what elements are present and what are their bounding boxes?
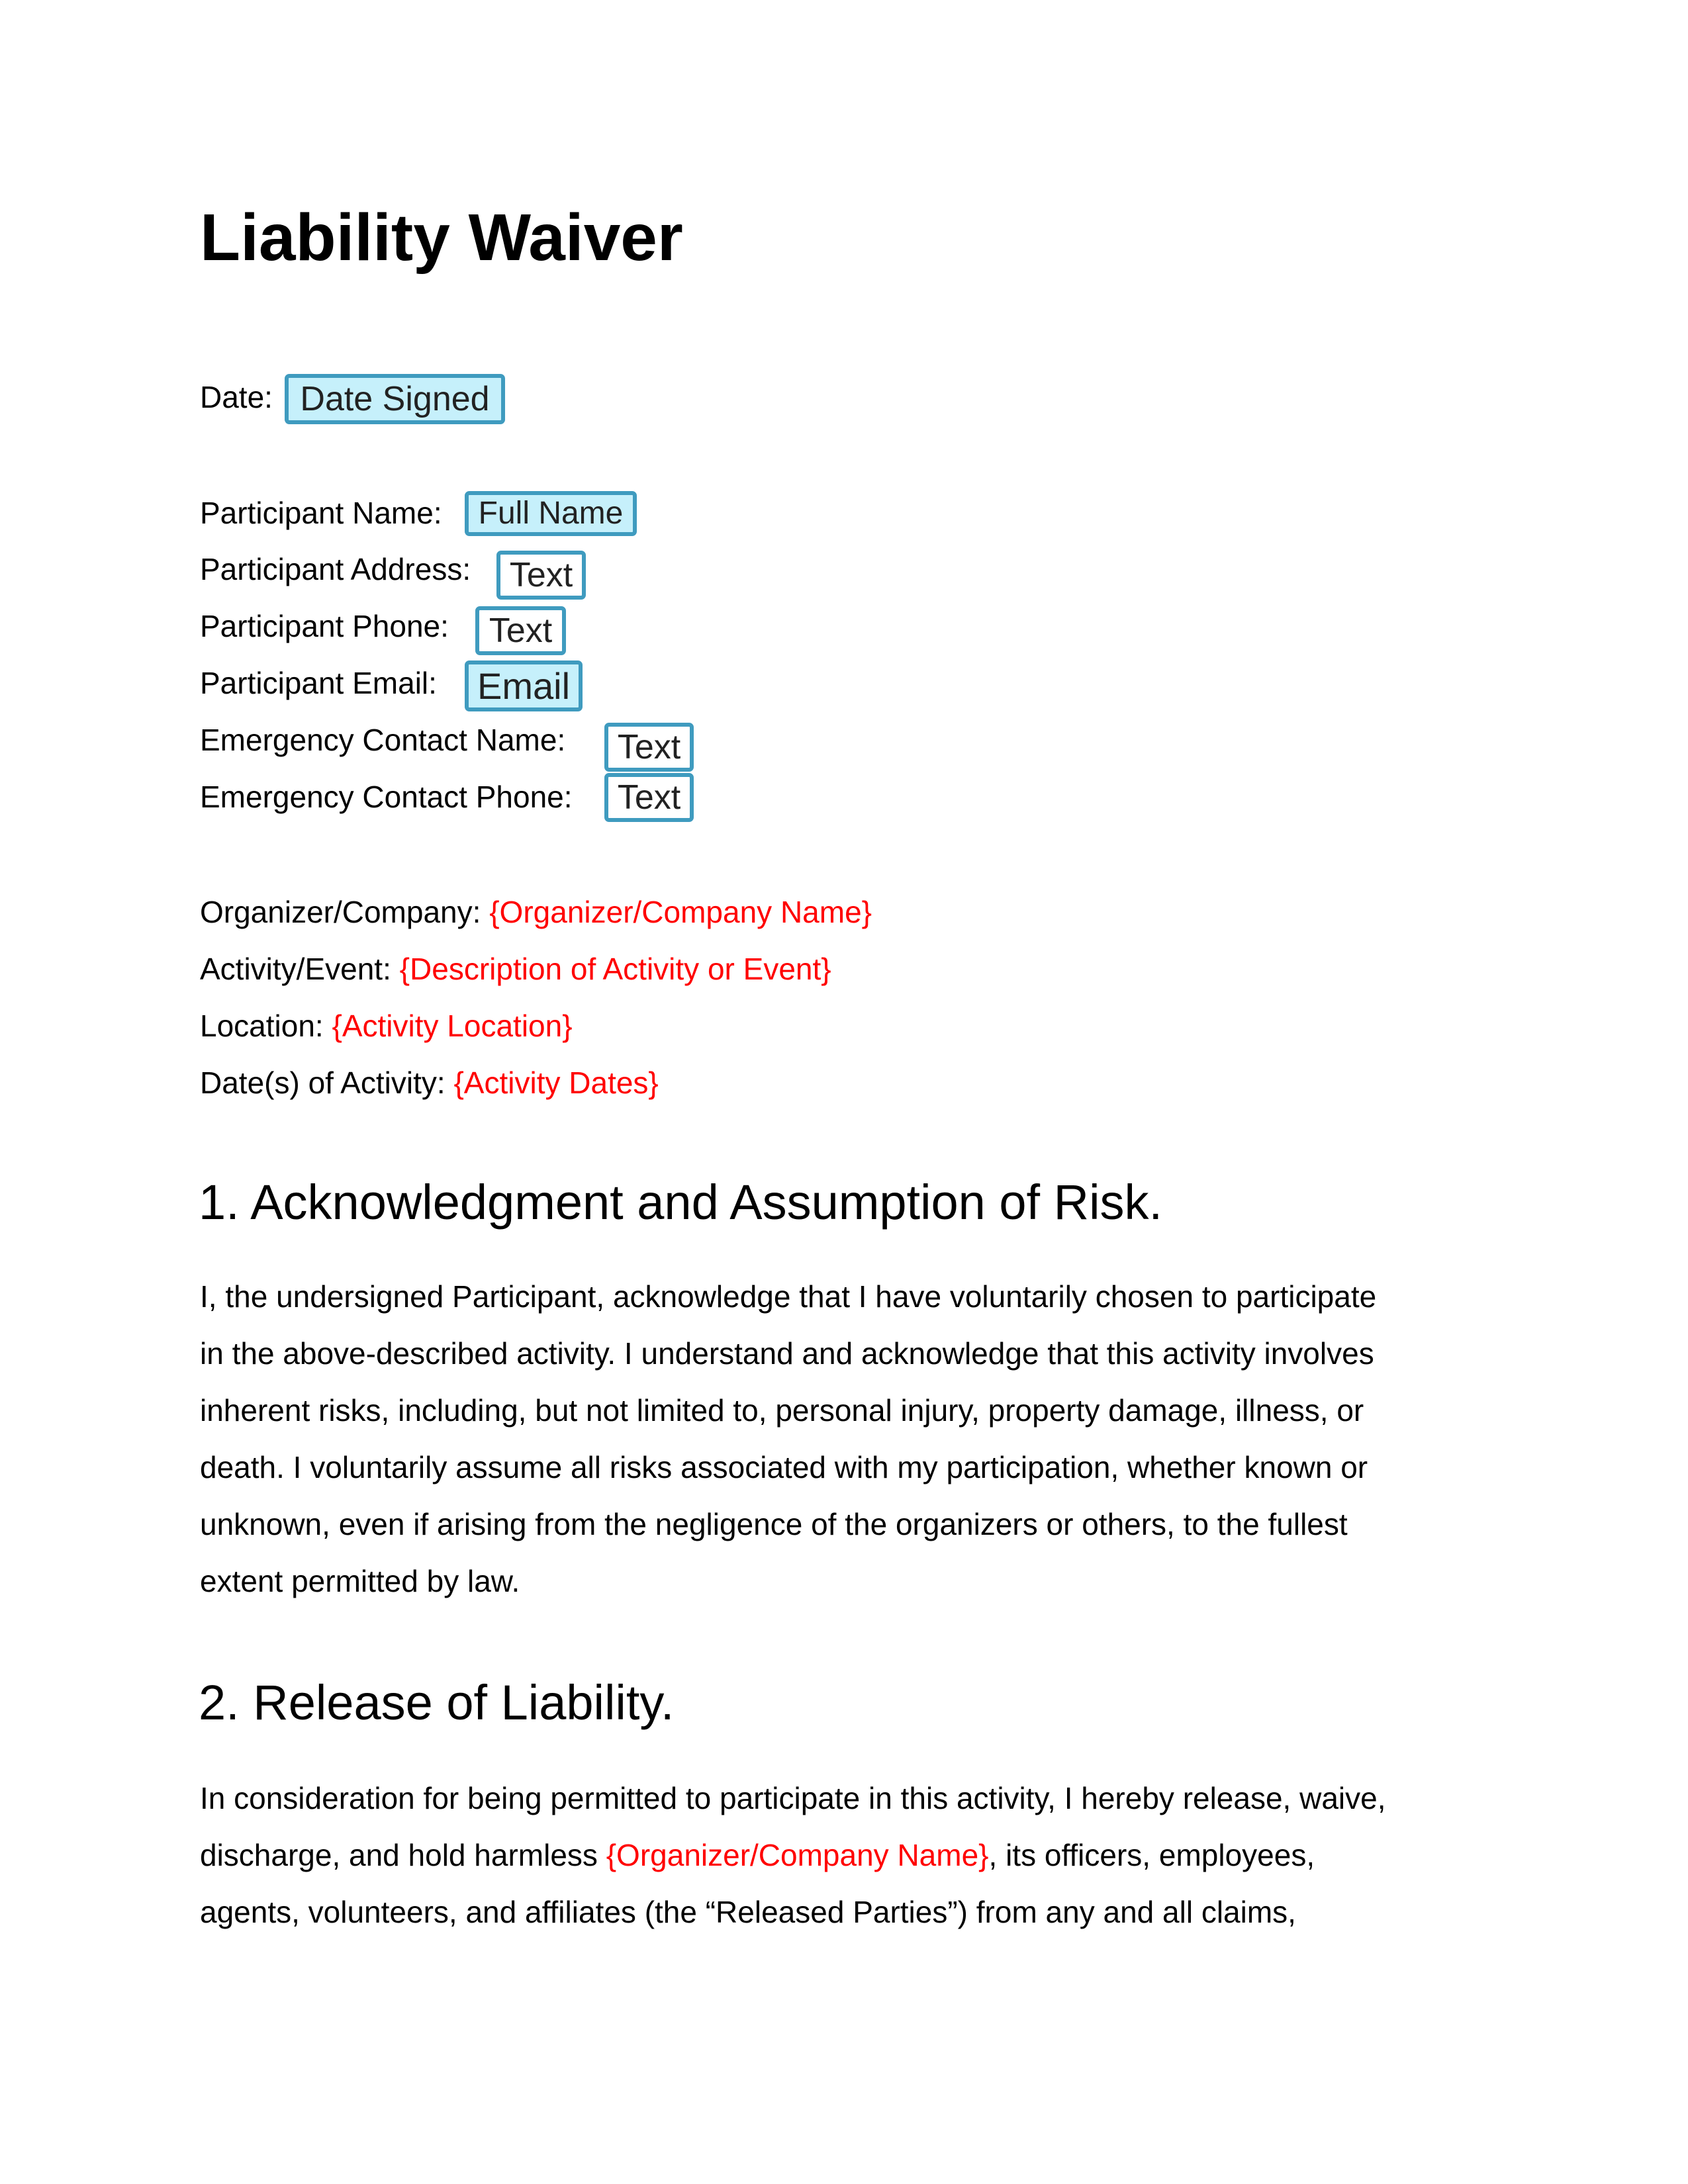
organizer-label: Organizer/Company: [200, 895, 481, 929]
organizer-row [200, 893, 872, 931]
section-1-paragraph [200, 1268, 1376, 1610]
activity-dates-row [200, 1064, 659, 1101]
section-1-heading: 1. Acknowledgment and Assumption of Risk. [199, 1175, 1163, 1230]
paragraph-line: agents, volunteers, and affiliates (the “Released Parties”) from any and all claims, [200, 1895, 1296, 1929]
location-label: Location: [200, 1009, 324, 1043]
emergency-contact-phone-label: Emergency Contact Phone: [200, 780, 573, 814]
location-placeholder: {Activity Location} [332, 1009, 573, 1043]
paragraph-line: discharge, and hold harmless {Organizer/Company Name}, its officers, employees, [200, 1838, 1315, 1872]
date-label: Date: [200, 380, 273, 414]
participant-name-field[interactable]: Full Name [465, 491, 637, 536]
location-row [200, 1007, 573, 1044]
paragraph-line: in the above-described activity. I understand and acknowledge that this activity involves [200, 1336, 1374, 1371]
activity-row [200, 950, 831, 987]
document-title: Liability Waiver [200, 201, 683, 275]
participant-address-label: Participant Address: [200, 552, 471, 586]
participant-phone-label: Participant Phone: [200, 609, 449, 643]
organizer-placeholder: {Organizer/Company Name} [489, 895, 872, 929]
activity-dates-placeholder: {Activity Dates} [453, 1066, 659, 1100]
participant-email-label: Participant Email: [200, 666, 437, 700]
organizer-placeholder-inline: {Organizer/Company Name} [606, 1838, 989, 1872]
participant-email-field[interactable]: Email [465, 660, 583, 711]
section-2-paragraph [200, 1770, 1386, 1940]
activity-label: Activity/Event: [200, 952, 391, 986]
activity-dates-label: Date(s) of Activity: [200, 1066, 445, 1100]
paragraph-line: extent permitted by law. [200, 1564, 520, 1598]
section-2-heading: 2. Release of Liability. [199, 1675, 675, 1730]
emergency-contact-name-label: Emergency Contact Name: [200, 723, 566, 757]
participant-address-field[interactable]: Text [496, 551, 586, 600]
paragraph-line: In consideration for being permitted to participate in this activity, I hereby release, waive, [200, 1781, 1386, 1815]
paragraph-line: unknown, even if arising from the negligence of the organizers or others, to the fullest [200, 1507, 1348, 1541]
paragraph-line: I, the undersigned Participant, acknowledge that I have voluntarily chosen to participate [200, 1279, 1377, 1314]
emergency-contact-phone-field[interactable]: Text [604, 773, 694, 822]
participant-name-label: Participant Name: [200, 496, 442, 530]
activity-placeholder: {Description of Activity or Event} [399, 952, 831, 986]
paragraph-line: death. I voluntarily assume all risks associated with my participation, whether known or [200, 1450, 1368, 1484]
emergency-contact-name-field[interactable]: Text [604, 723, 694, 772]
paragraph-line: inherent risks, including, but not limited to, personal injury, property damage, illness, or [200, 1393, 1364, 1428]
participant-phone-field[interactable]: Text [475, 606, 566, 655]
date-signed-field[interactable]: Date Signed [285, 374, 505, 424]
